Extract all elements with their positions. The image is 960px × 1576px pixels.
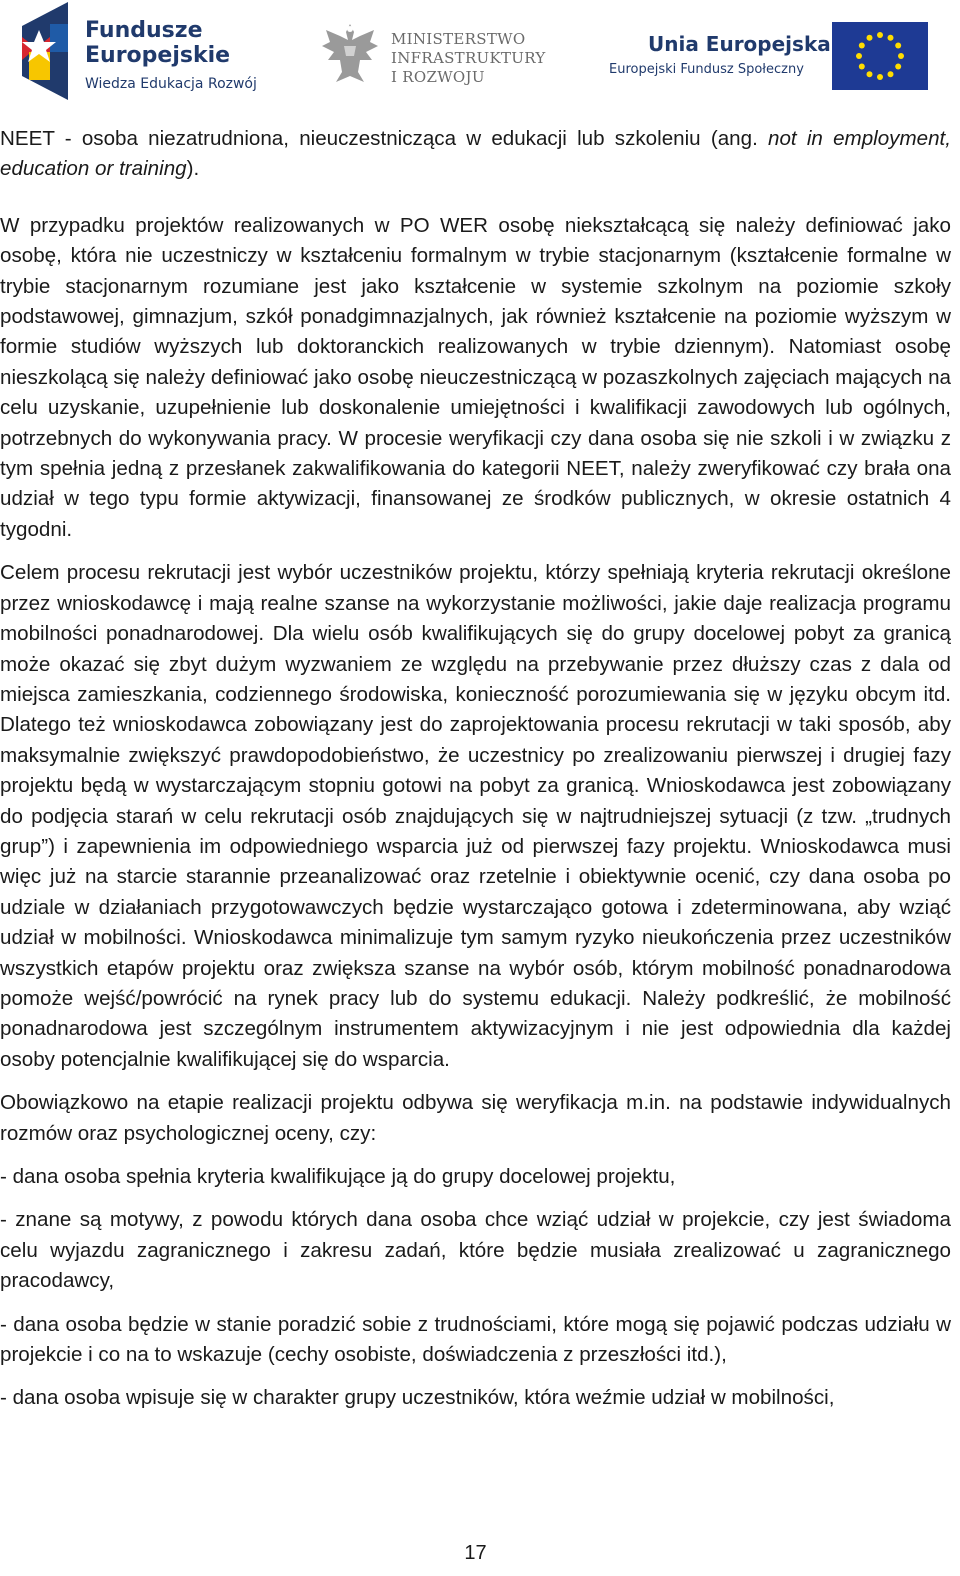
neet-english-term: not in employment, education or training (0, 127, 951, 181)
document-body (0, 124, 951, 1414)
ue-subtitle: Europejski Fundusz Społeczny (609, 62, 804, 77)
page-number: 17 (464, 1542, 487, 1564)
ue-title: Unia Europejska (648, 32, 831, 56)
ministry-line2: INFRASTRUKTURY (391, 49, 546, 67)
eu-flag-icon (832, 22, 928, 90)
fundusze-europejskie-logo (22, 2, 262, 102)
ministry-line3: I ROZWOJU (391, 68, 485, 86)
fe-title-line2: Europejskie (85, 43, 231, 68)
ministry-logo (318, 20, 558, 100)
fe-title (85, 18, 230, 68)
list-item: - dana osoba wpisuje się w charakter grupy uczestników, która weźmie udział w mobilności, (0, 1386, 835, 1410)
ministry-name (391, 30, 546, 87)
neet-label: NEET - osoba niezatrudniona, nieuczestnicząca w edukacji lub szkoleniu (ang. (0, 127, 758, 150)
list-item: - dana osoba spełnia kryteria kwalifikujące ją do grupy docelowej projektu, (0, 1165, 676, 1188)
list-item: - dana osoba będzie w stanie poradzić sobie z trudnościami, które mogą się pojawić podczas udziału w projekcie i co na to wskazuje (cechy osobiste, doświadczenia z przeszłości itd.), (0, 1312, 951, 1367)
fe-star-icon (22, 2, 82, 102)
neet-end: ). (186, 157, 200, 181)
unia-europejska-logo (605, 20, 935, 95)
paragraph-recruitment: Celem procesu rekrutacji jest wybór uczestników projektu, którzy spełniają kryteria rekrutacji określone przez wnioskodawcę i mają realne szanse na wykorzystanie możliwości, jakie daje realizacja programu mobilności ponadnarodowej. Dla wielu osób kwalifikujących się do grupy docelowej pobyt za granicą może okazać się zbyt dużym wyzwaniem ze względu na przebywanie przez dłuższy czas z dala od miejsca zamieszkania, codziennego środowiska, konieczność porozumiewania się w języku obcym itd. Dlatego też wnioskodawca zobowiązany jest do zaprojektowania procesu rekrutacji w taki sposób, aby maksymalnie zwiększyć prawdopodobieństwo, że uczestnicy po zrealizowaniu pierwszej i drugiej fazy projektu będą w wystarczającym stopniu gotowi na pobyt za granicą. Wnioskodawca jest zobowiązany do podjęcia starań w celu rekrutacji osób znajdujących się w najtrudniejszej sytuacji (z tzw. „trudnych grup”) i zapewnienia im odpowiedniego wsparcia już od pierwszej fazy projektu. Wnioskodawca musi więc już na starcie starannie przeanalizować oraz rzetelnie i obiektywnie ocenić, czy dana osoba po udziale w działaniach przygotowawczych będzie wystarczająco gotowa i zdeterminowana, aby wziąć udział w mobilności. Wnioskodawca minimalizuje tym samym ryzyko nieukończenia przez uczestników wszystkich etapów projektu oraz zwiększa szanse na wybór osób, którym mobilność ponadnarodowa pomoże wejść/powrócić na rynek pracy lub do systemu edukacji. Należy podkreślić, że mobilność ponadnarodowa jest szczególnym instrumentem aktywizacyjnym i nie jest odpowiednia dla każdej osoby potencjalnie kwalifikującej się do wsparcia. (0, 561, 951, 1071)
fe-title-line1: Fundusze (85, 18, 203, 43)
page-header (0, 0, 960, 115)
ministry-line1: MINISTERSTWO (391, 30, 526, 48)
neet-definition (0, 124, 951, 185)
paragraph-definition: W przypadku projektów realizowanych w PO WER osobę niekształcącą się należy definiować jako osobę, która nie uczestniczy w kształceniu formalnym w trybie stacjonarnym (kształcenie formalne w trybie stacjonarnym rozumiane jest jako kształcenie w systemie szkolnym na poziomie szkoły podstawowej, gimnazjum, szkół ponadgimnazjalnych, jak również kształcenie na poziomie wyższym w formie studiów wyższych lub doktoranckich realizowanych w trybie dziennym). Natomiast osobę nieszkolącą się należy definiować jako osobę nieuczestniczącą w pozaszkolnych zajęciach mających na celu uzyskanie, uzupełnienie lub doskonalenie umiejętności i kwalifikacji zawodowych lub ogólnych, potrzebnych do wykonywania pracy. W procesie weryfikacji czy dana osoba się nie szkoli i w związku z tym spełnia jedną z przesłanek zakwalifikowania do kategorii NEET, należy zweryfikować czy brała ona udział w tego typu formie aktywizacji, finansowanej ze środków publicznych, w okresie ostatnich 4 tygodni. (0, 213, 951, 541)
paragraph-verification: Obowiązkowo na etapie realizacji projektu odbywa się weryfikacja m.in. na podstawie indywidualnych rozmów oraz psychologicznej oceny, czy: (0, 1091, 951, 1145)
eagle-emblem-icon (318, 20, 382, 90)
fe-subtitle: Wiedza Edukacja Rozwój (85, 76, 257, 92)
list-item: - znane są motywy, z powodu których dana osoba chce wziąć udział w projekcie, czy jest świadoma celu wyjazdu zagranicznego i zakresu zadań, które będzie musiała zrealizować u zagranicznego pracodawcy, (0, 1208, 951, 1293)
